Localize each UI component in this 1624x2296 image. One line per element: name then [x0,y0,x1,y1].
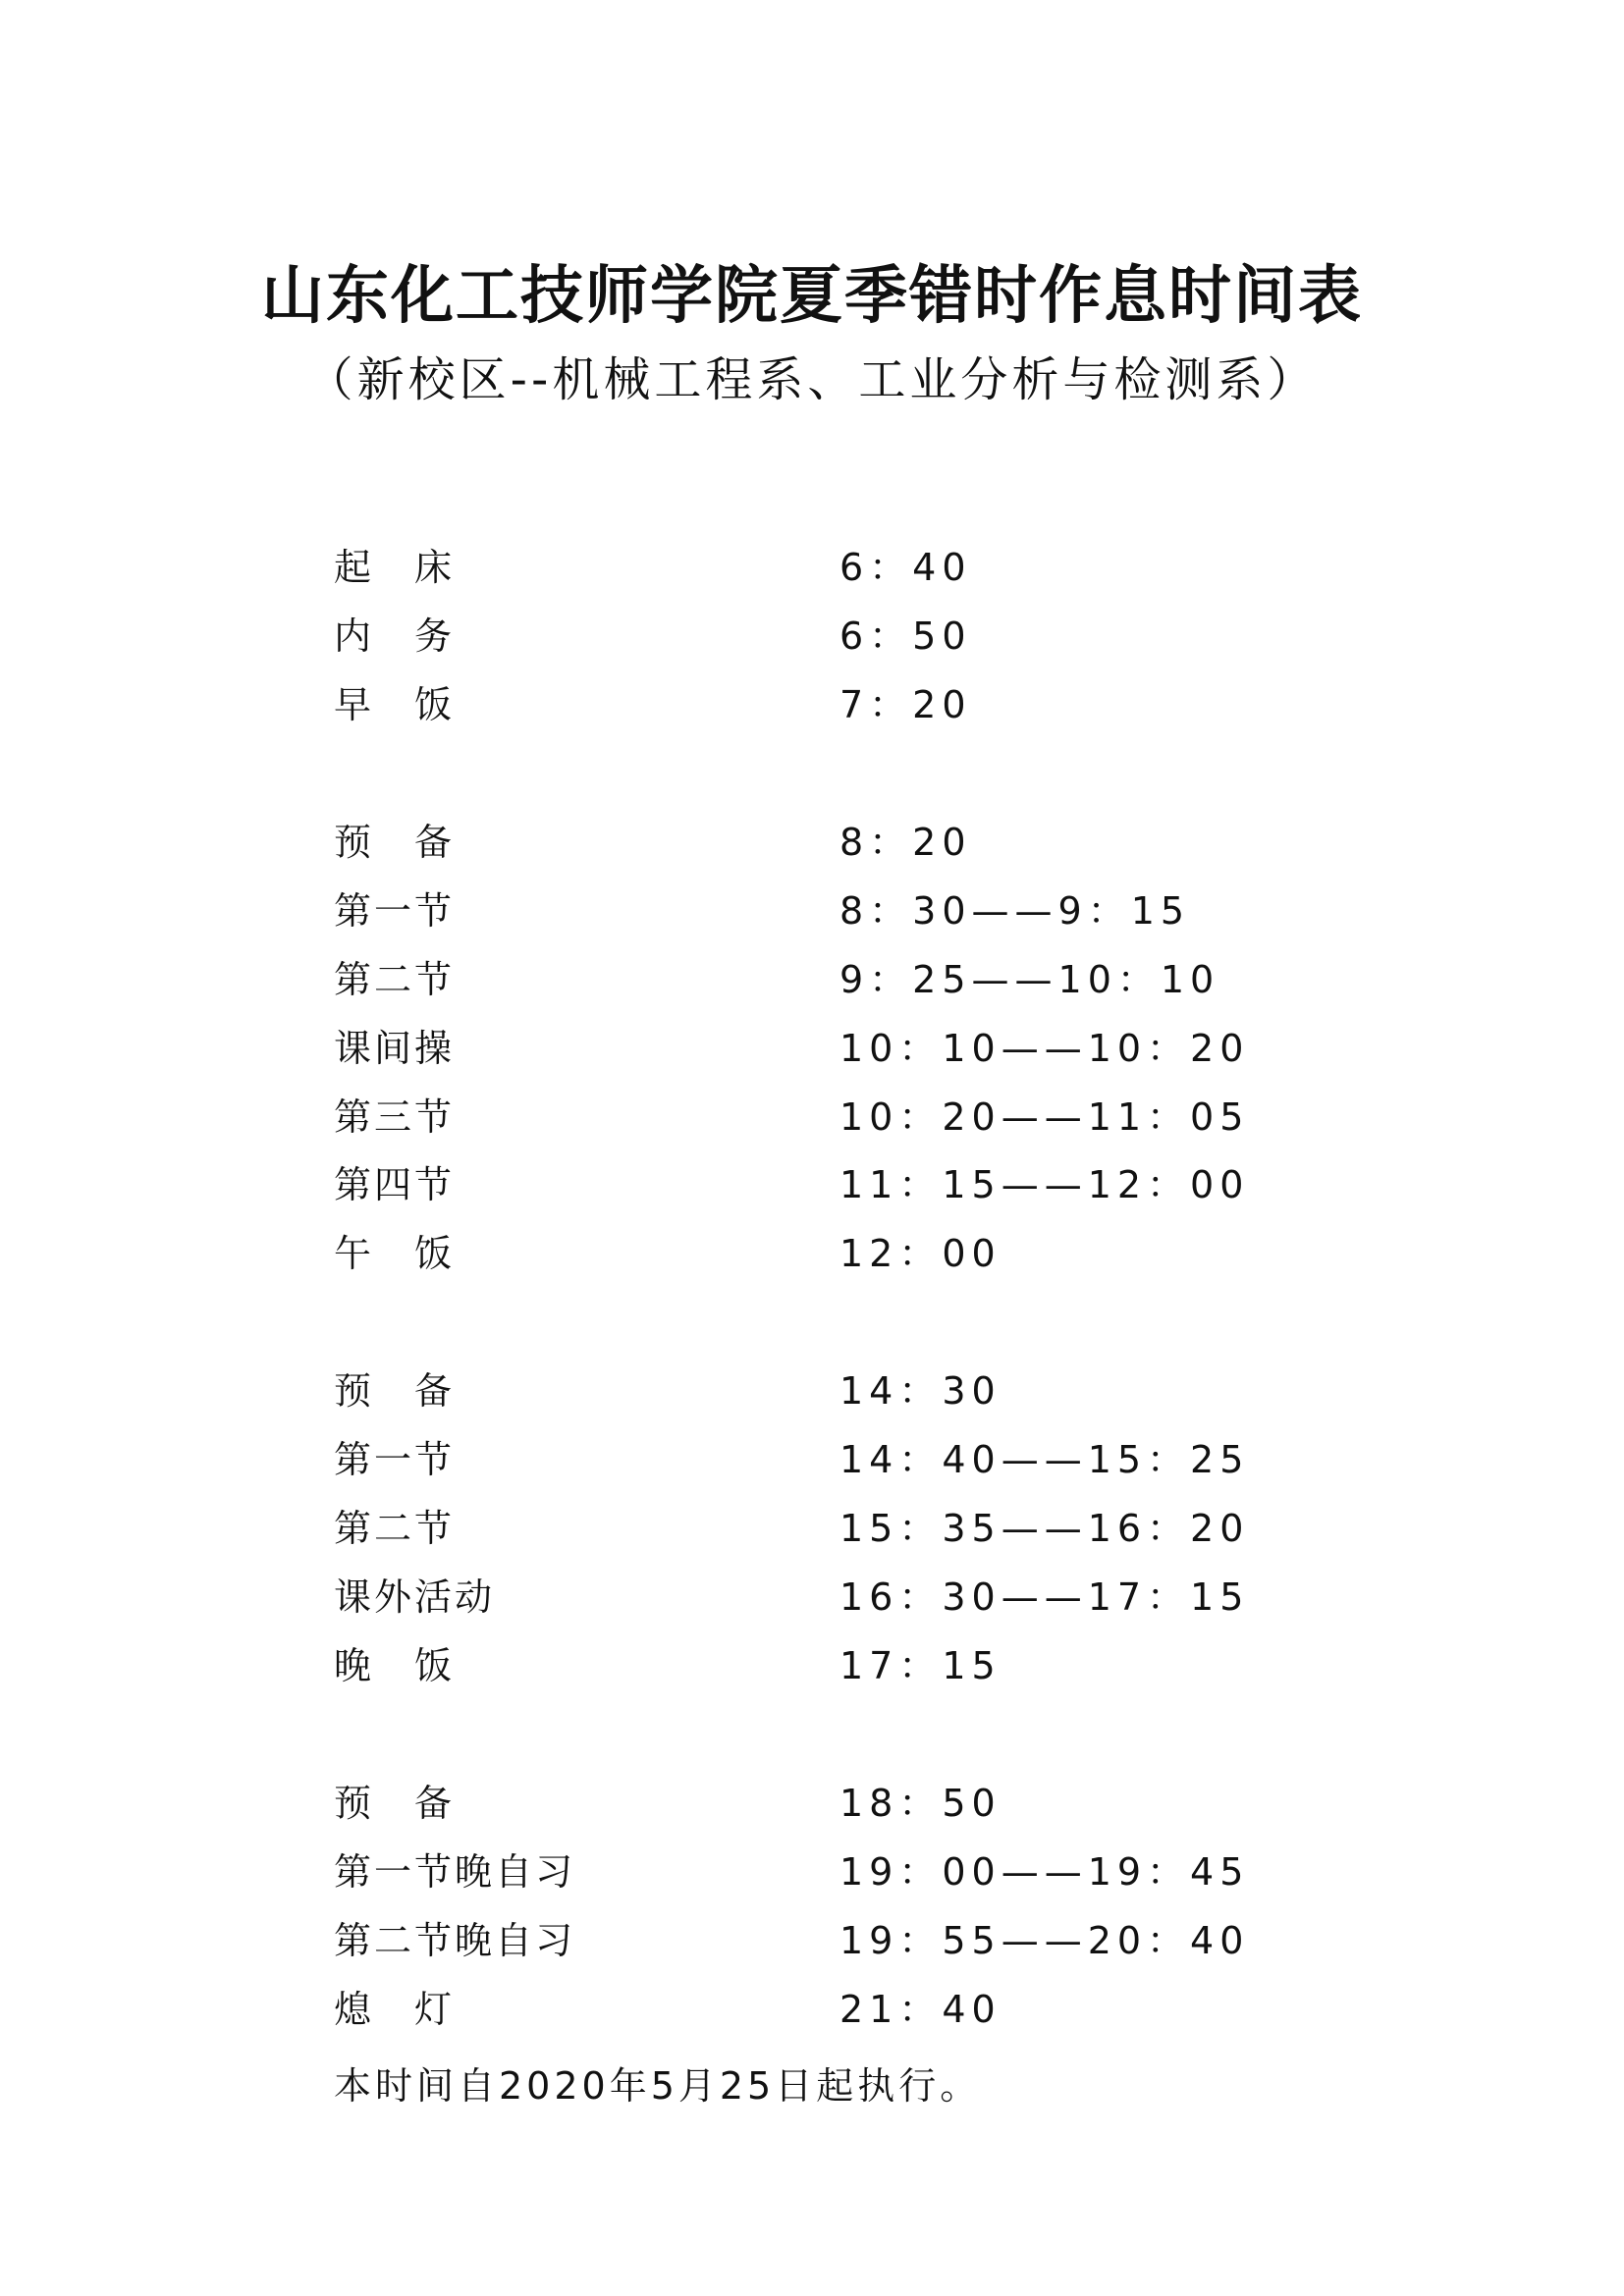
schedule-label: 预 备 [334,821,456,864]
schedule-label: 第一节晚自习 [334,1850,576,1894]
schedule-row-morning-prep [0,818,1624,867]
schedule-row-lunch [0,1229,1624,1278]
schedule-time: 8：20 [839,821,972,864]
schedule-row-wake-up [0,543,1624,592]
schedule-row-evening-prep [0,1779,1624,1828]
schedule-label: 第一节 [334,889,456,933]
schedule-row-lights-out [0,1985,1624,2034]
schedule-label: 内 务 [334,614,456,658]
effective-date-note: 本时间自2020年5月25日起执行。 [334,2064,982,2108]
schedule-time: 8：30——9：15 [839,889,1191,933]
schedule-time: 19：55——20：40 [839,1919,1250,1962]
page-title: 山东化工技师学院夏季错时作息时间表 [261,259,1363,333]
schedule-time: 9：25——10：10 [839,958,1220,1001]
schedule-label: 晚 饭 [334,1644,456,1687]
schedule-time: 12：00 [839,1232,1001,1275]
schedule-label: 第三节 [334,1095,456,1139]
schedule-time: 16：30——17：15 [839,1575,1250,1619]
schedule-row-extracurricular [0,1573,1624,1622]
schedule-label: 第四节 [334,1163,456,1206]
schedule-time: 7：20 [839,683,972,726]
schedule-row-afternoon-period-1 [0,1435,1624,1484]
schedule-label: 第二节 [334,958,456,1001]
schedule-row-evening-study-2 [0,1916,1624,1965]
schedule-row-afternoon-period-2 [0,1504,1624,1553]
schedule-row-period-4 [0,1160,1624,1209]
schedule-time: 19：00——19：45 [839,1850,1250,1894]
schedule-time: 10：10——10：20 [839,1027,1250,1070]
schedule-row-break-exercise [0,1024,1624,1073]
schedule-time: 6：40 [839,546,972,589]
schedule-time: 10：20——11：05 [839,1095,1250,1139]
schedule-time: 21：40 [839,1988,1001,2031]
schedule-label: 课间操 [334,1027,456,1070]
schedule-time: 17：15 [839,1644,1001,1687]
schedule-label: 预 备 [334,1782,456,1825]
schedule-label: 午 饭 [334,1232,456,1275]
schedule-time: 6：50 [839,614,972,658]
schedule-time: 15：35——16：20 [839,1507,1250,1550]
schedule-row-evening-study-1 [0,1847,1624,1896]
schedule-time: 18：50 [839,1782,1001,1825]
schedule-row-housekeeping [0,612,1624,661]
schedule-row-breakfast [0,680,1624,729]
schedule-row-period-2 [0,955,1624,1004]
schedule-time: 14：40——15：25 [839,1438,1250,1481]
schedule-label: 早 饭 [334,683,456,726]
schedule-time: 14：30 [839,1369,1001,1413]
schedule-label: 预 备 [334,1369,456,1413]
schedule-time: 11：15——12：00 [839,1163,1250,1206]
schedule-label: 起 床 [334,546,456,589]
schedule-label: 课外活动 [334,1575,496,1619]
schedule-label: 第二节晚自习 [334,1919,576,1962]
schedule-label: 熄 灯 [334,1988,456,2031]
schedule-row-period-3 [0,1093,1624,1142]
schedule-label: 第二节 [334,1507,456,1550]
schedule-row-dinner [0,1641,1624,1690]
schedule-row-afternoon-prep [0,1366,1624,1415]
page-subtitle: （新校区--机械工程系、工业分析与检测系） [305,352,1319,407]
schedule-label: 第一节 [334,1438,456,1481]
schedule-row-period-1 [0,886,1624,935]
